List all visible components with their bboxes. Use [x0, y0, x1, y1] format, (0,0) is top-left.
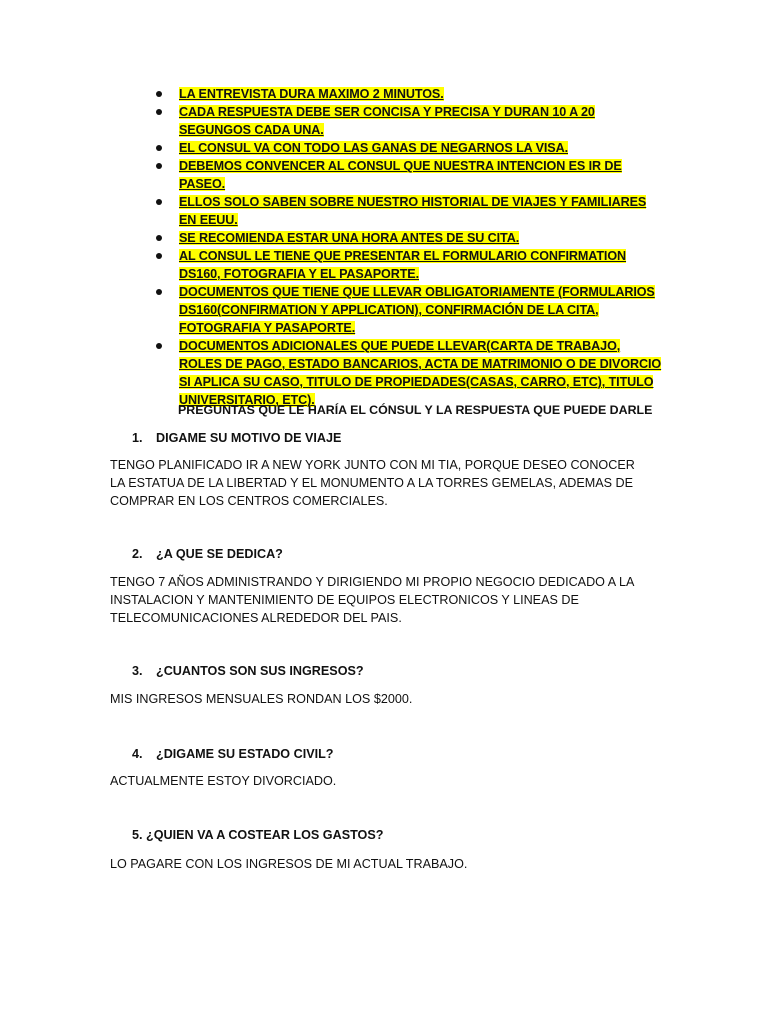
tip-text: LA ENTREVISTA DURA MAXIMO 2 MINUTOS.: [179, 87, 444, 101]
question-number: 3.: [132, 664, 143, 678]
tip-text: SE RECOMIENDA ESTAR UNA HORA ANTES DE SU CITA.: [179, 231, 520, 245]
bullet-icon: [156, 91, 162, 97]
list-item: [156, 283, 666, 337]
bullet-icon: [156, 163, 162, 169]
question-text: ¿DIGAME SU ESTADO CIVIL?: [156, 747, 334, 761]
bullet-icon: [156, 343, 162, 349]
question-number: 2.: [132, 547, 143, 561]
question-4: [132, 745, 333, 763]
tip-text: EL CONSUL VA CON TODO LAS GANAS DE NEGARNOS LA VISA.: [179, 141, 568, 155]
list-item: [156, 139, 666, 157]
bullet-icon: [156, 199, 162, 205]
question-1: [132, 429, 341, 447]
question-number: 1.: [132, 431, 143, 445]
question-number: 4.: [132, 747, 143, 761]
tip-text: AL CONSUL LE TIENE QUE PRESENTAR EL FORMULARIO CONFIRMATION DS160, FOTOGRAFIA Y EL PASAPORTE.: [179, 249, 627, 281]
question-5: [132, 826, 383, 844]
list-item: [156, 193, 666, 229]
question-text: ¿CUANTOS SON SUS INGRESOS?: [156, 664, 364, 678]
answer-4: ACTUALMENTE ESTOY DIVORCIADO.: [110, 774, 337, 788]
question-number: 5.: [132, 828, 143, 842]
question-3: [132, 662, 364, 680]
list-item: [156, 103, 666, 139]
tip-text: CADA RESPUESTA DEBE SER CONCISA Y PRECISA Y DURAN 10 A 20 SEGUNGOS CADA UNA.: [179, 105, 595, 137]
interview-tips-list: [156, 85, 666, 409]
list-item: [156, 157, 666, 193]
answer-1: TENGO PLANIFICADO IR A NEW YORK JUNTO CON MI TIA, PORQUE DESEO CONOCER LA ESTATUA DE LA LIBERTAD Y EL MONUMENTO A LA TORRES GEMELAS, ADEMAS DE COMPRAR EN LOS CENTROS COMERCIALES.: [110, 458, 635, 508]
bullet-icon: [156, 235, 162, 241]
answer-3: MIS INGRESOS MENSUALES RONDAN LOS $2000.: [110, 692, 413, 706]
tip-text: DOCUMENTOS QUE TIENE QUE LLEVAR OBLIGATORIAMENTE (FORMULARIOS DS160(CONFIRMATION Y APPLICATION), CONFIRMACIÓN DE LA CITA, FOTOGRAFIA Y PASAPORTE.: [179, 285, 655, 335]
tip-text: ELLOS SOLO SABEN SOBRE NUESTRO HISTORIAL DE VIAJES Y FAMILIARES EN EEUU.: [179, 195, 647, 227]
question-text: ¿A QUE SE DEDICA?: [156, 547, 283, 561]
list-item: [156, 85, 666, 103]
question-text: DIGAME SU MOTIVO DE VIAJE: [156, 431, 342, 445]
bullet-icon: [156, 145, 162, 151]
bullet-icon: [156, 109, 162, 115]
list-item: [156, 337, 666, 409]
question-2: [132, 545, 283, 563]
question-text: ¿QUIEN VA A COSTEAR LOS GASTOS?: [146, 828, 384, 842]
list-item: [156, 229, 666, 247]
bullet-icon: [156, 289, 162, 295]
bullet-icon: [156, 253, 162, 259]
answer-2: TENGO 7 AÑOS ADMINISTRANDO Y DIRIGIENDO MI PROPIO NEGOCIO DEDICADO A LA INSTALACION Y MANTENIMIENTO DE EQUIPOS ELECTRONICOS Y LINEAS DE TELECOMUNICACIONES ALREDEDOR DEL PAIS.: [110, 575, 634, 625]
answer-5: LO PAGARE CON LOS INGRESOS DE MI ACTUAL TRABAJO.: [110, 857, 468, 871]
tip-text: DEBEMOS CONVENCER AL CONSUL QUE NUESTRA INTENCION ES IR DE PASEO.: [179, 159, 622, 191]
section-heading: PREGUNTAS QUE LE HARÍA EL CÓNSUL Y LA RESPUESTA QUE PUEDE DARLE: [178, 403, 653, 417]
list-item: [156, 247, 666, 283]
tip-text: DOCUMENTOS ADICIONALES QUE PUEDE LLEVAR(CARTA DE TRABAJO, ROLES DE PAGO, ESTADO BANCARIOS, ACTA DE MATRIMONIO O DE DIVORCIO SI APLICA SU CASO, TITULO DE PROPIEDADES(CASAS, CARRO, ETC), TITULO UNIVERSITARIO, ETC).: [179, 339, 662, 407]
